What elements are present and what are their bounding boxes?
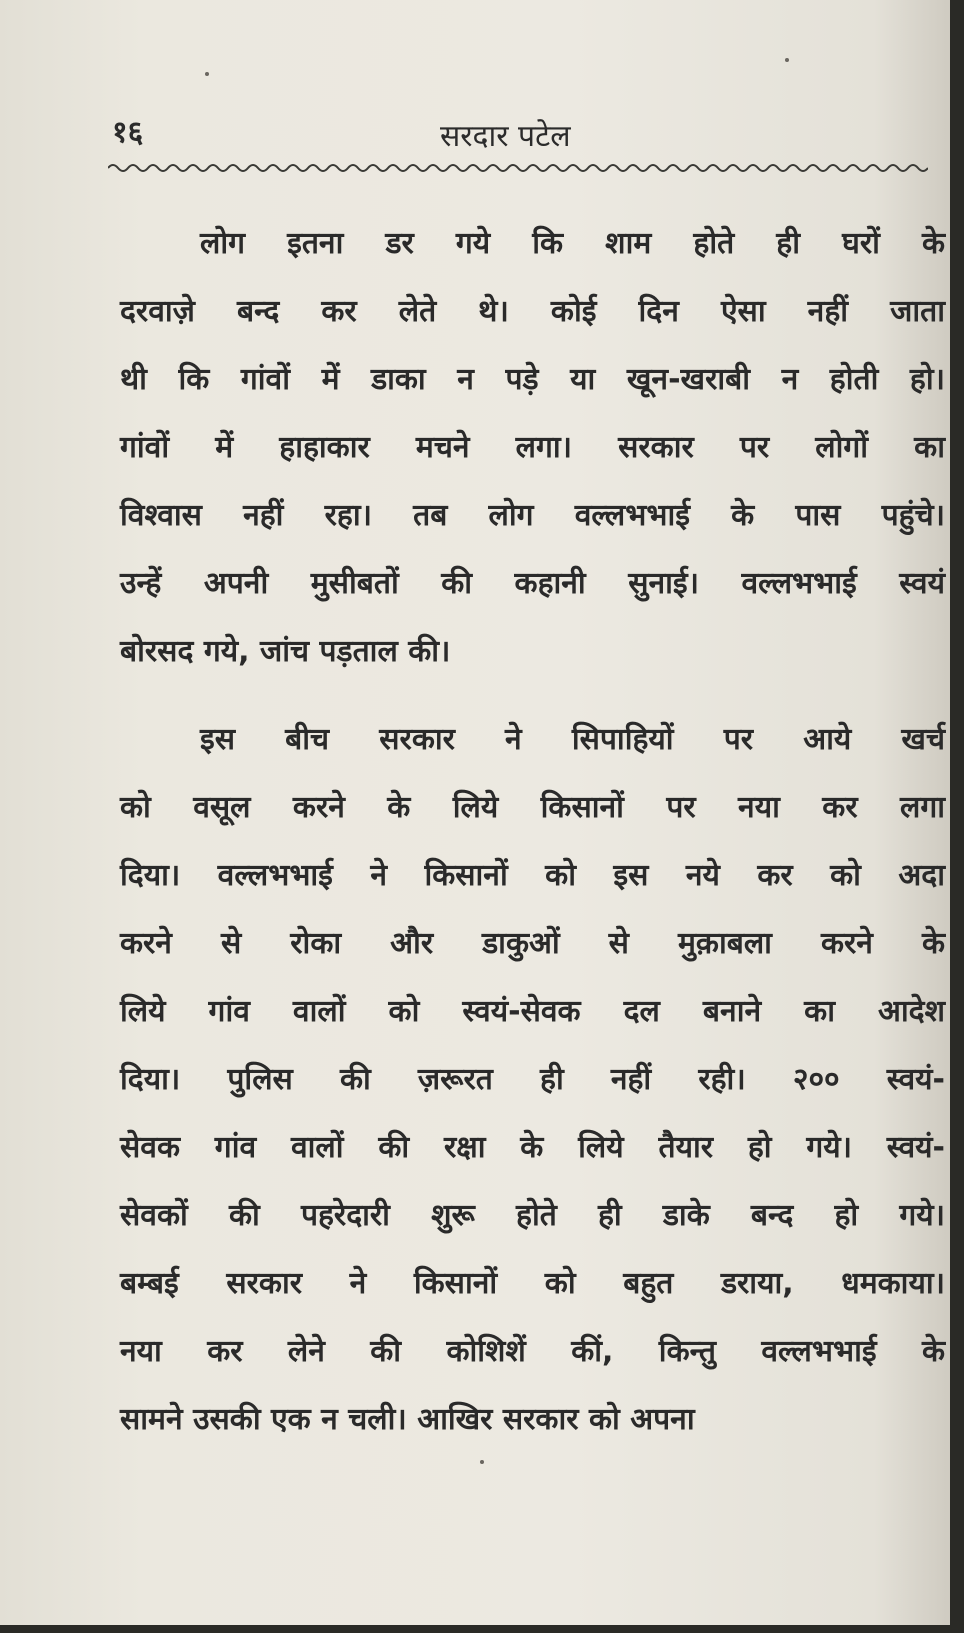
text-line: लोग इतना डर गये कि शाम होते ही घरों के (200, 226, 945, 261)
page-bottom-shadow (0, 1625, 964, 1633)
text-line: विश्वास नहीं रहा। तब लोग वल्लभभाई के पास पहुंचे। (120, 498, 945, 533)
paragraph-1 (120, 210, 945, 686)
paragraph-2 (120, 706, 945, 1454)
text-line: सामने उसकी एक न चली। आखिर सरकार को अपना (120, 1402, 695, 1437)
text-line: इस बीच सरकार ने सिपाहियों पर आये खर्च (200, 722, 945, 757)
text-line: गांवों में हाहाकार मचने लगा। सरकार पर लोगों का (120, 430, 945, 465)
text-line: थी कि गांवों में डाका न पड़े या खून-खराबी न होती हो। (120, 362, 945, 397)
wavy-rule-divider (108, 160, 928, 176)
page-edge-shadow (950, 0, 964, 1633)
paper-speck (480, 1460, 484, 1464)
text-line: बम्बई सरकार ने किसानों को बहुत डराया, धमकाया। (120, 1266, 945, 1301)
text-line: उन्हें अपनी मुसीबतों की कहानी सुनाई। वल्लभभाई स्वयं (120, 566, 945, 601)
text-line: को वसूल करने के लिये किसानों पर नया कर लगा (120, 790, 945, 825)
running-title: सरदार पटेल (440, 119, 571, 154)
text-line: दरवाज़े बन्द कर लेते थे। कोई दिन ऐसा नहीं जाता (120, 294, 945, 329)
text-line: सेवकों की पहरेदारी शुरू होते ही डाके बन्द हो गये। (120, 1198, 945, 1233)
text-line: नया कर लेने की कोशिशें कीं, किन्तु वल्लभभाई के (120, 1334, 945, 1369)
body-text (120, 210, 945, 1454)
paper-speck (785, 58, 789, 62)
text-line: दिया। पुलिस की ज़रूरत ही नहीं रही। २०० स्वयं- (120, 1062, 945, 1097)
text-line: सेवक गांव वालों की रक्षा के लिये तैयार हो गये। स्वयं- (120, 1130, 945, 1165)
text-line: बोरसद गये, जांच पड़ताल की। (120, 634, 451, 669)
text-line: दिया। वल्लभभाई ने किसानों को इस नये कर को अदा (120, 858, 945, 893)
text-line: लिये गांव वालों को स्वयं-सेवक दल बनाने का आदेश (120, 994, 945, 1029)
paper-speck (205, 72, 209, 76)
page-number: १६ (112, 115, 144, 150)
text-line: करने से रोका और डाकुओं से मुक़ाबला करने के (120, 926, 945, 961)
